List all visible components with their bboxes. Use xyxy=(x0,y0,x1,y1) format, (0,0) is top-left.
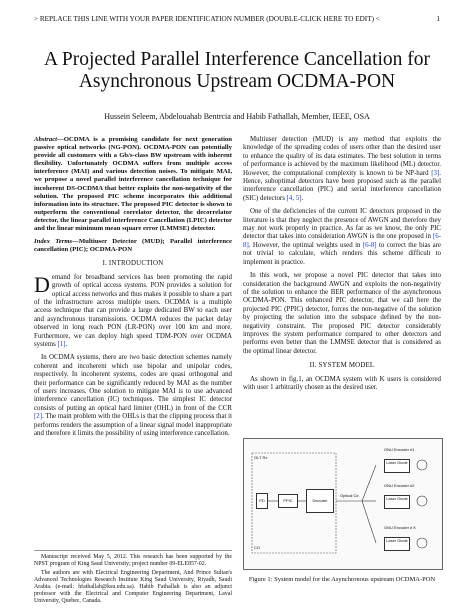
right-paragraph-2 xyxy=(243,208,441,267)
figure-caption: Figure 1: System model for the Asynchronous upstream OCDMA-PON xyxy=(248,576,436,583)
page-number: 1 xyxy=(436,15,440,23)
right-p2-tail2: to correct the bias are not trivial to calculate, which renders this scheme difficult to implement in practice. xyxy=(243,241,441,266)
index-terms xyxy=(34,238,232,254)
citation-link[interactable]: [2] xyxy=(34,413,43,421)
citation-link[interactable]: [1] xyxy=(57,340,66,348)
citation-link[interactable]: [6-8] xyxy=(243,233,441,249)
section-2-title: II. SYSTEM MODEL xyxy=(309,362,375,370)
header-text: > REPLACE THIS LINE WITH YOUR PAPER IDENTIFICATION NUMBER (DOUBLE-CLICK HERE TO EDIT) < xyxy=(34,15,380,23)
citation-link[interactable]: [3] xyxy=(431,169,440,177)
ppic-block: PPIC xyxy=(278,494,298,508)
intro-paragraph-2 xyxy=(34,354,232,438)
paper-authors: Hussein Seleem, Abdelouahab Bentrcia and Habib Fathallah, Member, IEEE, OSA xyxy=(104,112,370,121)
page-header xyxy=(34,15,440,23)
index-terms-label: Index Terms xyxy=(34,238,73,246)
right-p2-tail: . However, the optimal weights used in xyxy=(248,241,363,249)
intro-p2-text: In OCDMA systems, there are two basic detection schemes namely coherent and incoherent which use bipolar and unipolar codes, respectively. In incoherent systems, codes are quasi orthogonal and their performance can be significantly reduced by MAI as the number of users increases. One solution to mitigate MAI is to use advanced interference cancellation (IC) techniques. The simplest IC detector consists of putting an optical hard limiter (OHL) in front of the CCR xyxy=(34,354,232,412)
footnote-p2: The authors are with Electrical Engineering Department, And Prince Sultan's Advanced Technologies Research Institute King Saud University, Riyadh, Saudi Arabia. (e-mail: hfathallah@ksu.edu.sa). Habib Fathallah is also an adjunct professor with the Electrical and Computer Engineering Department, Laval University, Quebec, Canada. xyxy=(34,570,232,604)
laser-diode-2: Laser Diode xyxy=(384,495,410,509)
abstract-text: —OCDMA is a promising candidate for next generation passive optical networks (NG-PON). OCDMA-PON can potentially provide all customers with a Gb/s-class BW upstream with inherent flexibility. Unfortunately OCDMA suffers from multiple access interference (MAI) and various detection noises. To mitigate MAI, we propose a novel parallel interference cancellation technique for incoherent DS-OCDMA that better exploits the non-negativity of the solution. The proposed PIC scheme incorporates this additional information into its structure. The proposed PIC detector is shown to outperform the conventional correlator detector, the decorrelator detector, the linear parallel interference Cancellation (LPIC) detector and the linear minimum mean square error (LMMSE) detector. xyxy=(34,136,232,233)
citation-link[interactable]: [4, 5] xyxy=(286,194,302,202)
olt-label: OLT Rx xyxy=(254,455,268,460)
intro-p2-tail: . The main problem with the OHLs is that the clipping process that it performs renders the assumption of a linear signal model inappropriate and therefore it limits the possibility of using interference cancellation. xyxy=(34,413,232,438)
co-label: CO xyxy=(254,545,260,550)
left-column xyxy=(34,136,232,443)
laser-diode-k: Laser Diode xyxy=(384,537,410,551)
right-paragraph-3: In this work, we propose a novel PIC detector that takes into consideration the background AWGN and exploits the non-negativity of the solution to enhance the BER performance of the asynchronous OCDMA-PON. This enhanced PIC detector, that we call here the projected PIC (PPIC) detector, forces the non-negative of the solution by projecting the solution into the subspace defined by the non-negativity constraint. The proposed PIC detector considerably improves the system performance compared to other detectors and performs even better than the LMMSE detector that is considered as the optimal linear detector. xyxy=(243,272,441,355)
right-paragraph-4: As shown in fig.1, an OCDMA system with K users is considered with user 1 arbitrarily chosen as the desired user. xyxy=(243,375,441,391)
intro-p1-text: emand for broadband services has been promoting the rapid growth of optical access systems. PON provides a solution for optical access networks and thus makes it possible to share a part of the infrastructure across multiple users. OCDMA is a multiple access technique that can provide a large dedicated BW to each user and asynchronous transmissions. OCDMA reduces the packet delay observed in long reach PON (LR-PON) over 100 km and more. Furthermore, we can deploy high speed TDM-PON over OCDMA systems xyxy=(34,273,232,348)
right-column xyxy=(243,136,441,397)
onu-1-label: ONU Encoder #1 xyxy=(384,447,415,452)
abstract xyxy=(34,136,232,233)
intro-paragraph-1: Demand for broadband services has been promoting the rapid growth of optical access systems. PON provides a solution for optical access networks and thus makes it possible to share a part of the infrastructure across multiple users. OCDMA is a multiple access technique that can provide a large dedicated BW to each user and asynchronous transmissions. OCDMA reduces the packet delay observed in long reach PON (LR-PON) over 100 km and more. Furthermore, we can deploy high speed TDM-PON over OCDMA systems [1]. xyxy=(34,271,232,348)
index-terms-text: —Multiuser Detector (MUD); Parallel interference cancellation (PIC); OCDMA-PON xyxy=(34,238,232,254)
footnote-p1: Manuscript received May 5, 2012. This research has been supported by the NPST program of King Saud University; project number 09-ELE857-02. xyxy=(34,554,232,567)
right-p2-text: One of the deficiencies of the current IC detectors proposed in the literature is that they neglect the presence of AWGN and therefore they may not work properly in practice. As far as we know, the only PIC detector that takes into consideration AWGN is the one proposed in xyxy=(243,208,441,241)
laser-diode-1: Laser Diode xyxy=(384,459,410,473)
right-p1-tail: . Hence, suboptimal detectors have been proposed such as the parallel interference cancellation (PIC) and serial interference cancellation (SIC) detectors xyxy=(243,169,441,202)
system-model-figure xyxy=(243,438,443,570)
pd-block: PD xyxy=(256,493,268,509)
section-1-title: I. INTRODUCTION xyxy=(102,260,164,268)
right-paragraph-1: Multiuser detection (MUD) is any method that exploits the knowledge of the spreading codes of users other than the desired user to enhance the quality of its data estimates. The best solution in terms of performance is achieved by the maximum likelihood (ML) detector. However, the computational complexity is known to be NP-hard [3]. Hence, suboptimal detectors have been proposed such as the parallel interference cancellation (PIC) and serial interference cancellation (SIC) detectors [4, 5]. xyxy=(243,136,441,202)
abstract-label: Abstract xyxy=(34,136,58,143)
figure-diagram xyxy=(244,439,442,569)
onu-2-label: ONU Encoder #2 xyxy=(384,483,415,488)
decoder-block: Decoder xyxy=(306,489,334,513)
coupler-label: Optical Cir. xyxy=(340,493,360,498)
right-p1-text: Multiuser detection (MUD) is any method that exploits the knowledge of the spreading codes of users other than the desired user to enhance the quality of its data estimates. The best solution in terms of performance is achieved by the maximum likelihood (ML) detector. However, the computational complexity is known to be NP-hard xyxy=(243,136,441,177)
citation-link[interactable]: [6-8] xyxy=(362,241,377,249)
dropcap: D xyxy=(34,271,50,297)
paper-title: A Projected Parallel Interference Cancellation for Asynchronous Upstream OCDMA-PON xyxy=(43,49,431,92)
onu-k-label: ONU Encoder # K xyxy=(384,525,417,530)
footnote xyxy=(34,550,232,607)
